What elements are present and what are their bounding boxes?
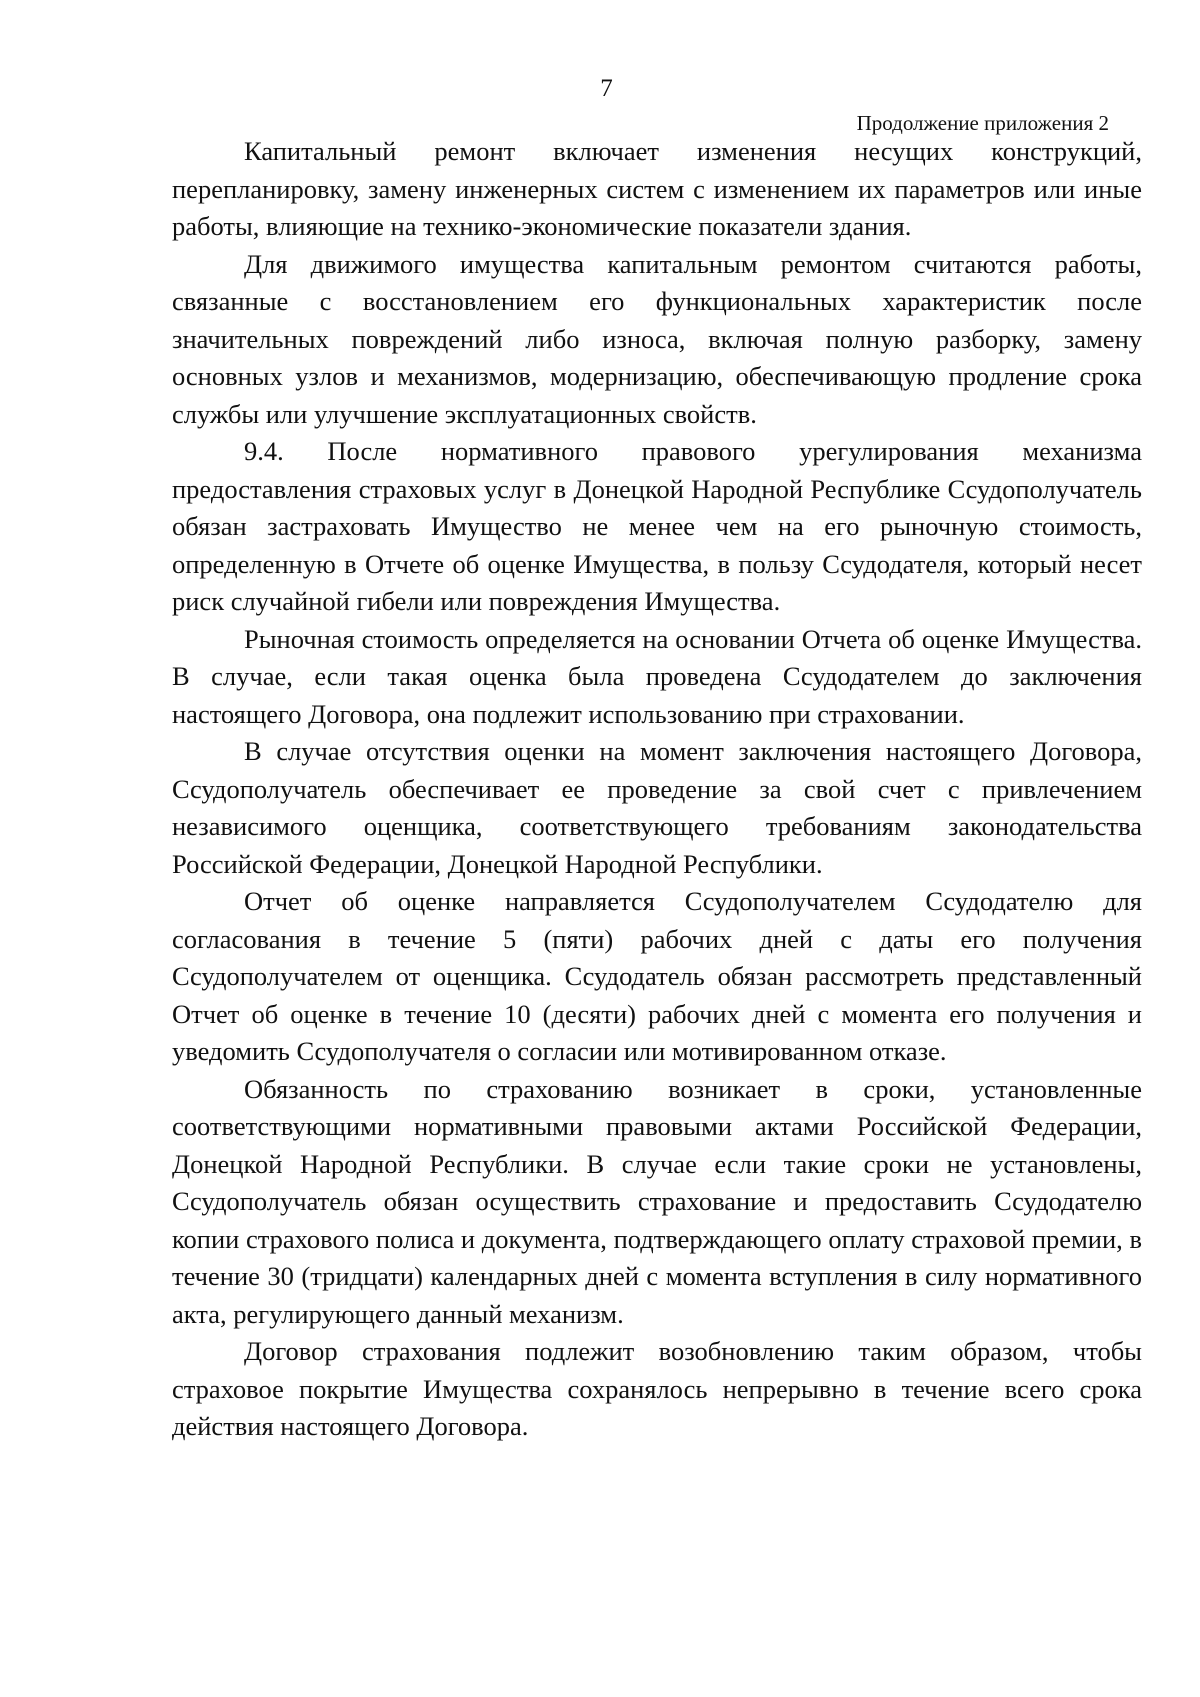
paragraph-valuation-report: Отчет об оценке направляется Ссудополучателем Ссудодателю для согласования в течение 5 (пяти) рабочих дней с даты его получения Ссудополучателем от оценщика. Ссудодатель обязан рассмотреть представленный Отчет об оценке в течение 10 (десяти) рабочих дней с момента его получения и уведомить Ссудополучателя о согласии или мотивированном отказе. <box>172 886 1142 1066</box>
paragraph-clause-9-4: 9.4. После нормативного правового урегулирования механизма предоставления страховых услуг в Донецкой Народной Республике Ссудополучатель обязан застраховать Имущество не менее чем на его рыночную стоимость, определенную в Отчете об оценке Имущества, в пользу Ссудодателя, который несет риск случайной гибели или повреждения Имущества. <box>172 436 1142 616</box>
paragraph-insurance-obligation: Обязанность по страхованию возникает в сроки, установленные соответствующими нормативными правовыми актами Российской Федерации, Донецкой Народной Республики. В случае если такие сроки не установлены, Ссудополучатель обязан осуществить страхование и предоставить Ссудодателю копии страхового полиса и документа, подтверждающего оплату страховой премии, в течение 30 (тридцати) календарных дней с момента вступления в силу нормативного акта, регулирующего данный механизм. <box>172 1073 1142 1329</box>
paragraph-insurance-renewal: Договор страхования подлежит возобновлению таким образом, чтобы страховое покрытие Имущества сохранялось непрерывно в течение всего срока действия настоящего Договора. <box>172 1336 1142 1441</box>
paragraph-market-value: Рыночная стоимость определяется на основании Отчета об оценке Имущества. В случае, если такая оценка была проведена Ссудодателем до заключения настоящего Договора, она подлежит использованию при страховании. <box>172 623 1142 729</box>
document-body <box>172 133 1142 1446</box>
page-number: 7 <box>600 75 613 102</box>
paragraph-movable-property: Для движимого имущества капитальным ремонтом считаются работы, связанные с восстановлением его функциональных характеристик после значительных повреждений либо износа, включая полную разборку, замену основных узлов и механизмов, модернизацию, обеспечивающую продление срока службы или улучшение эксплуатационных свойств. <box>172 248 1142 429</box>
paragraph-no-valuation: В случае отсутствия оценки на момент заключения настоящего Договора, Ссудополучатель обеспечивает ее проведение за свой счет с привлечением независимого оценщика, соответствующего требованиям законодательства Российской Федерации, Донецкой Народной Республики. <box>172 736 1142 879</box>
paragraph-capital-repair: Капитальный ремонт включает изменения несущих конструкций, перепланировку, замену инженерных систем с изменением их параметров или иные работы, влияющие на технико-экономические показатели здания. <box>172 136 1142 241</box>
appendix-continuation-label: Продолжение приложения 2 <box>856 111 1109 135</box>
